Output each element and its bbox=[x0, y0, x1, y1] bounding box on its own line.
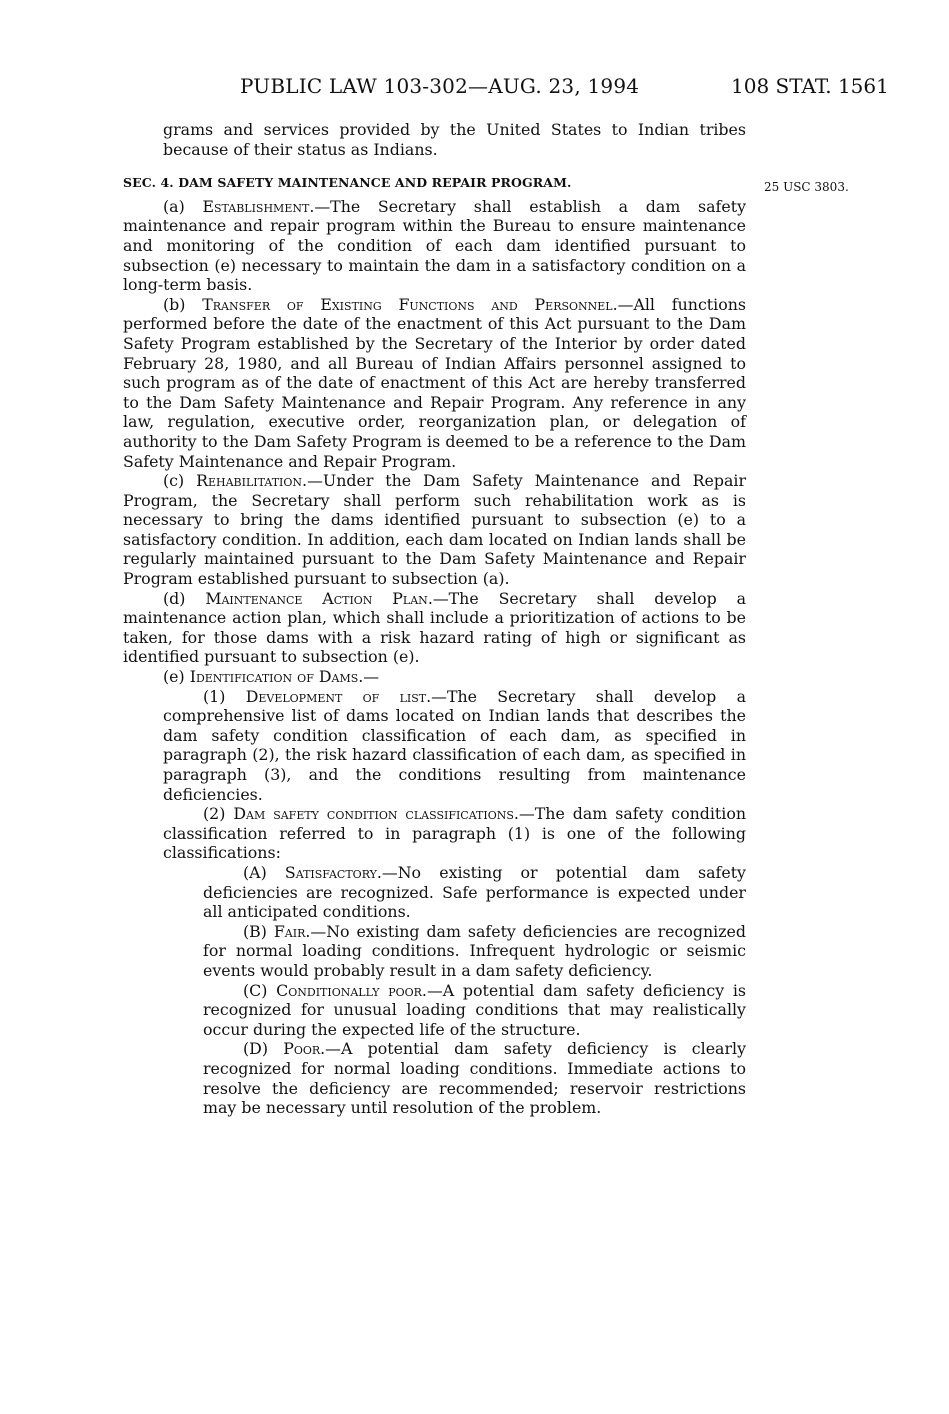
subsection-c: (c) Rehabilitation.—Under the Dam Safety Maintenance and Repair Program, the Secretary shall perform such rehabilitation work as is necessary to bring the dams identified pursuant to subsection (e) to a satisfactory condition. In addition, each dam located on Indian lands shall be regularly maintained pursuant to the Dam Safety Maintenance and Repair Program established pursuant to subsection (a). bbox=[123, 471, 747, 589]
classification-heading: Satisfactory bbox=[284, 862, 377, 882]
subsection-b: (b) Transfer of Existing Functions and Personnel.—All functions performed before the date of the enactment of this Act pursuant to the Dam Safety Program established by the Secretary of the Interior by order dated February 28, 1980, and all Bureau of Indian Affairs personnel assigned to such program as of the date of enactment of this Act are hereby transferred to the Dam Safety Maintenance and Repair Program. Any reference in any law, regulation, executive order, reorganization plan, or delegation of authority to the Dam Safety Program is deemed to be a reference to the Dam Safety Maintenance and Repair Program. bbox=[123, 294, 746, 471]
paragraph-heading: Dam safety condition classifications bbox=[233, 804, 514, 824]
statute-page-number: 108 STAT. 1561 bbox=[731, 74, 889, 98]
subsection-heading: Transfer of Existing Functions and Personnel bbox=[202, 294, 613, 314]
subsection-heading: Maintenance Action Plan bbox=[205, 588, 428, 608]
classification-c: (C) Conditionally poor.—A potential dam safety deficiency is recognized for unusual loading conditions that may realistically occur during the expected life of the structure. bbox=[203, 980, 746, 1039]
continued-text: grams and services provided by the United States to Indian tribes because of their status as Indians. bbox=[163, 120, 746, 159]
paragraph-heading: Development of list bbox=[245, 686, 427, 706]
subsection-heading: Establishment bbox=[202, 196, 310, 216]
subsection-d: (d) Maintenance Action Plan.—The Secretary shall develop a maintenance action plan, which shall include a prioritization of actions to be taken, for those dams with a risk hazard rating of high or significant as identified pursuant to subsection (e). bbox=[123, 588, 746, 667]
classification-d: (D) Poor.—A potential dam safety deficiency is clearly recognized for normal loading conditions. Immediate actions to resolve the deficiency are recommended; reservoir restrictions may be necessary until resolution of the problem. bbox=[203, 1039, 747, 1118]
paragraph-2: (2) Dam safety condition classifications.—The dam safety condition classification referred to in paragraph (1) is one of the following classifications: bbox=[163, 804, 747, 863]
classification-heading: Conditionally poor bbox=[276, 980, 422, 1000]
paragraph-1: (1) Development of list.—The Secretary shall develop a comprehensive list of dams located on Indian lands that describes the dam safety condition classification of each dam, as specified in paragraph (2), the risk hazard classification of each dam, as specified in paragraph (3), and the conditions resulting from maintenance deficiencies. bbox=[163, 686, 746, 804]
classification-b: (B) Fair.—No existing dam safety deficiencies are recognized for normal loading conditions. Infrequent hydrologic or seismic events would probably result in a dam safety deficiency. bbox=[203, 921, 746, 980]
margin-citation: 25 USC 3803. bbox=[764, 180, 849, 194]
subsection-heading: Rehabilitation bbox=[196, 471, 303, 491]
running-header-title: PUBLIC LAW 103-302—AUG. 23, 1994 bbox=[240, 74, 640, 98]
classification-heading: Poor bbox=[283, 1039, 321, 1059]
body-text bbox=[123, 120, 746, 1118]
subsection-a: (a) Establishment.—The Secretary shall establish a dam safety maintenance and repair program within the Bureau to ensure maintenance and monitoring of the condition of each dam identified pursuant to subsection (e) necessary to maintain the dam in a satisfactory condition on a long-term basis. bbox=[123, 196, 747, 295]
subsection-heading: Identification of Dams bbox=[189, 667, 359, 687]
classification-heading: Fair bbox=[273, 921, 306, 941]
subsection-e: (e) Identification of Dams.— bbox=[163, 667, 380, 687]
classification-a: (A) Satisfactory.—No existing or potential dam safety deficiencies are recognized. Safe performance is expected under all anticipated conditions. bbox=[203, 862, 746, 922]
section-heading: SEC. 4. DAM SAFETY MAINTENANCE AND REPAIR PROGRAM. bbox=[123, 175, 572, 191]
